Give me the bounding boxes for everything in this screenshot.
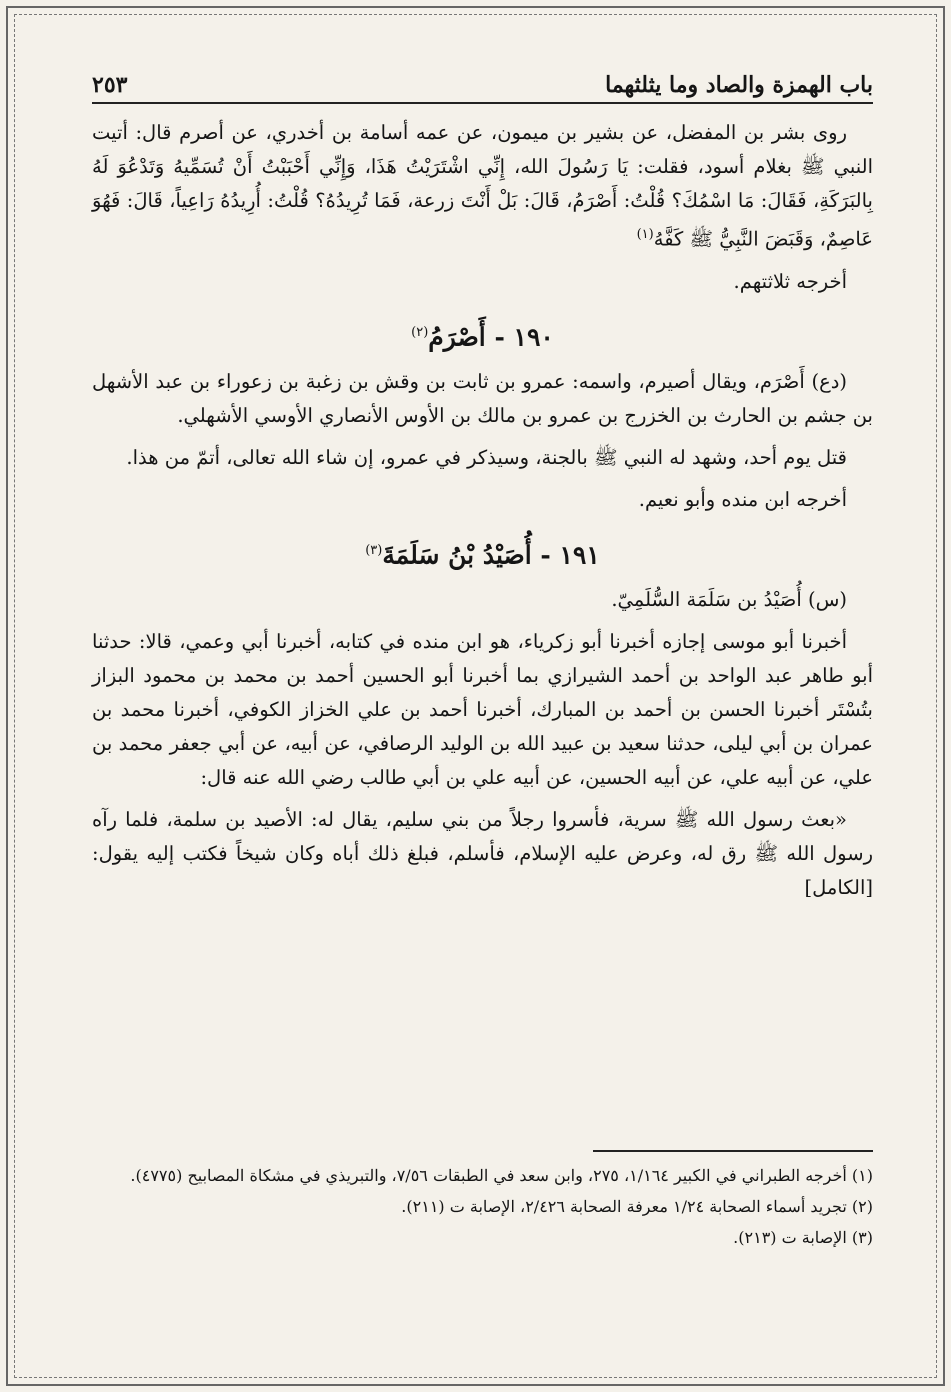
running-head	[92, 72, 873, 104]
footnote-1: (١) أخرجه الطبراني في الكبير ١/١٦٤، ٢٧٥، وابن سعد في الطبقات ٧/٥٦، والتبريذي في مشكاة المصابيح (٤٧٧٥).	[130, 1166, 873, 1185]
paragraph-usayd-name: (س) أُصَيْدُ بن سَلَمَة السُّلَمِيّ.	[611, 588, 847, 612]
footnote-3: (٣) الإصابة ت (٢١٣).	[733, 1228, 873, 1247]
entry-heading-text: ١٩١ - أُصَيْدُ بْنُ سَلَمَةَ	[382, 540, 600, 570]
paragraph-takhrij-1: أخرجه ثلاثتهم.	[733, 269, 847, 293]
entry-heading-191	[92, 533, 873, 573]
paragraph-asram-death: قتل يوم أحد، وشهد له النبي ﷺ بالجنة، وسيذكر في عمرو، إن شاء الله تعالى، أتمّ من هذا.	[126, 445, 847, 469]
entry-heading-text: ١٩٠ - أَصْرَمُ	[428, 321, 554, 351]
footnotes	[92, 1150, 873, 1255]
paragraph-asram-lineage: (دع) أَصْرَم، ويقال أصيرم، واسمه: عمرو بن ثابت بن وقش بن زغبة بن زعوراء بن عبد الأشهل بن جشم بن الحارث بن الخزرج بن عمرو بن مالك بن الأوس الأنصاري الأوسي الأشهلي.	[92, 369, 873, 427]
paragraph-takhrij-2: أخرجه ابن منده وأبو نعيم.	[638, 487, 847, 511]
page-number: ٢٥٣	[92, 72, 128, 98]
footnote-ref-2: (٢)	[411, 324, 429, 340]
paragraph-story: «بعث رسول الله ﷺ سرية، فأسروا رجلاً من بني سليم، يقال له: الأصيد بن سلمة، فلما رآه رسول الله ﷺ رق له، وعرض عليه الإسلام، فأسلم، فبلغ ذلك أباه وكان شيخاً فكتب إليه يقول: [الكامل]	[92, 808, 873, 900]
footnote-2: (٢) تجريد أسماء الصحابة ١/٢٤ معرفة الصحابة ٢/٤٢٦، الإصابة ت (٢١١).	[401, 1197, 873, 1216]
chapter-title: باب الهمزة والصاد وما يثلثهما	[605, 72, 873, 98]
footnote-ref-1: (١)	[636, 227, 654, 242]
page-content	[92, 72, 873, 1352]
paragraph-hadith-asram	[92, 116, 873, 257]
entry-heading-190	[92, 315, 873, 355]
paragraph-text: روى بشر بن المفضل، عن بشير بن ميمون، عن عمه أسامة بن أخدري، عن أصرم قال: أتيت النبي ﷺ بغلام أسود، فقلت: يَا رَسُولَ الله، إِنِّي اشْتَرَيْتُ هَذَا، وَإِنِّي أَحْبَبْتُ أَنْ تُسَمِّيهُ وَتَدْعُوَ لَهُ بِالبَرَكَةِ، فَقَالَ: مَا اسْمُكَ؟ قُلْتُ: أَصْرَمُ، قَالَ: بَلْ أَنْتَ زرعة، فَمَا تُرِيدُهُ؟ قُلْتُ: أُرِيدُهُ رَاعِياً، قَالَ: فَهُوَ عَاصِمٌ، وَقَبَضَ النَّبِيُّ ﷺ كَفَّهُ	[92, 121, 873, 251]
footnote-rule	[593, 1150, 873, 1152]
paragraph-isnad: أخبرنا أبو موسى إجازه أخبرنا أبو زكرياء، هو ابن منده في كتابه، أخبرنا أبي وعمي، قالا: حدثنا أبو طاهر عبد الواحد بن أحمد الشيرازي بما أخبرنا أبو الحسين أحمد بن محمد بن محمود البزاز بتُسْتَر أخبرنا الحسن بن أحمد بن المبارك، أخبرنا أحمد بن علي الخزاز الكوفي، أخبرنا محمد بن عمران بن أبي ليلى، حدثنا سعيد بن عبيد الله بن الوليد الرصافي، عن أبيه، عن أبي جعفر محمد بن علي، عن أبيه علي، عن أبيه الحسين، عن أبيه علي بن أبي طالب رضي الله عنه قال:	[92, 630, 873, 790]
footnote-ref-3: (٣)	[365, 542, 383, 558]
